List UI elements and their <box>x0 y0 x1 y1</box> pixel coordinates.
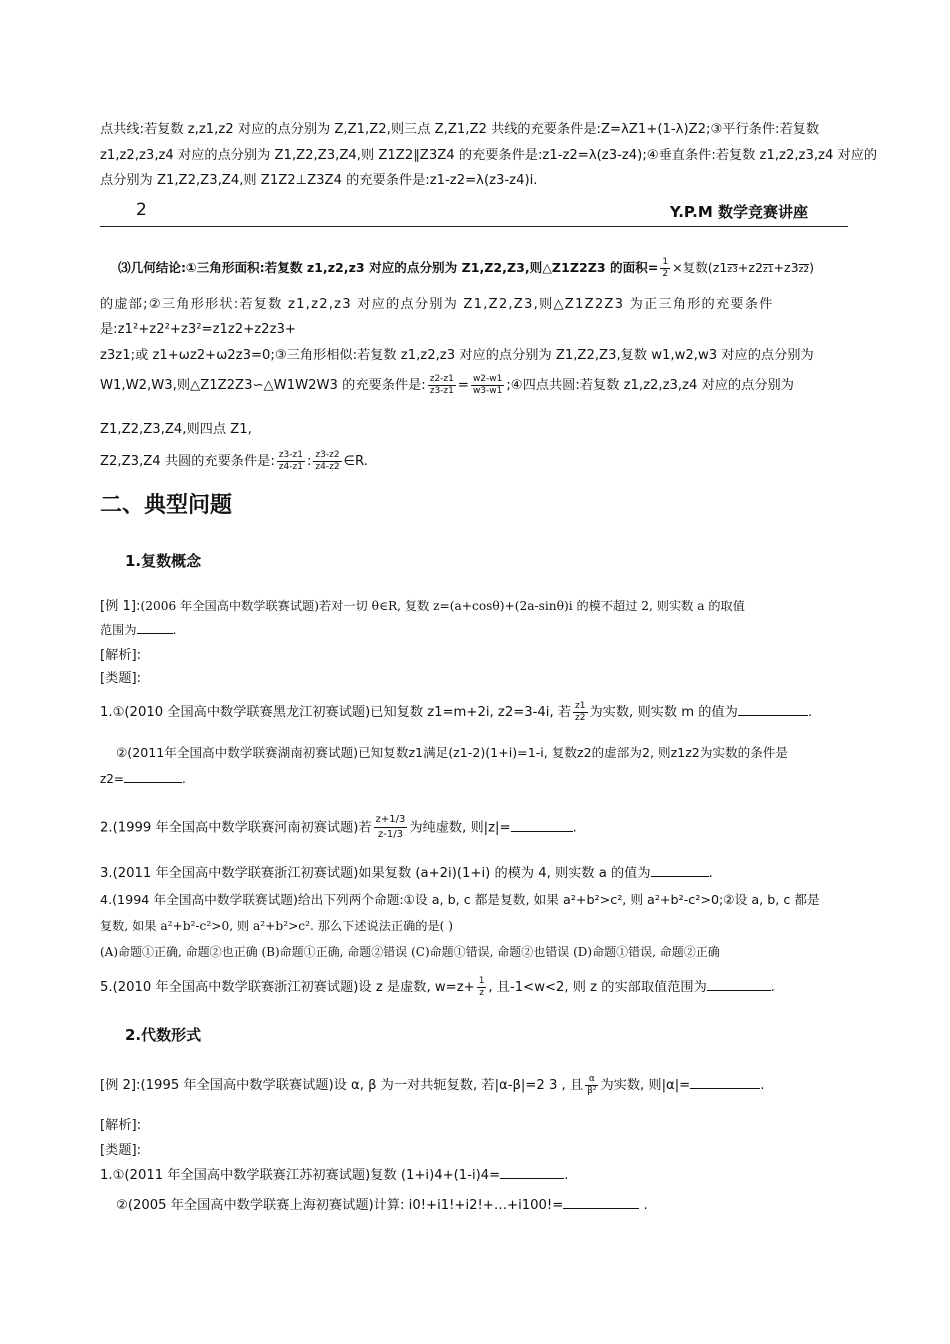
example-2: [例 2]:(1995 年全国高中数学联赛试题)设 α, β 为一对共轭复数, 若|α-β|=2 3 , 且 $\frac{\alpha}{\text{β²}}$ 为实数, 则|α|= . <box>100 1073 765 1096</box>
example-1: [例 1]:(2006 年全国高中数学联赛试题)若对一切 θ∈R, 复数 z=(a+cosθ)+(2a-sinθ)i 的模不超过 2, 则实数 a 的取值 <box>100 599 745 614</box>
answer-blank <box>707 978 771 991</box>
geometry-line-2: 的虚部;②三角形形状:若复数 z1,z2,z3 对应的点分别为 Z1,Z2,Z3,则△Z1Z2Z3 为正三角形的充要条件 <box>100 297 774 312</box>
geometry-line-4: z3z1;或 z1+ωz2+ω2z3=0;③三角形相似:若复数 z1,z2,z3 对应的点分别为 Z1,Z2,Z3,复数 w1,w2,w3 对应的点分别为 <box>100 348 814 363</box>
fraction-cyc-2: $\frac{z3-z2}{z4-z2}$ <box>315 449 340 472</box>
problem-5: 5.(2010 年全国高中数学联赛浙江初赛试题)设 z 是虚数, w=z+ $\frac{1}{z}$ , 且-1<w<2, 则 z 的实部取值范围为 . <box>100 975 775 998</box>
analysis-label: [解析]: <box>100 648 142 663</box>
page-number: 2 <box>136 200 147 220</box>
analysis-label: [解析]: <box>100 1118 142 1133</box>
problem-1-2-answer: z2= . <box>100 772 186 786</box>
problem-1-2: ②(2011年全国高中数学联赛湖南初赛试题)已知复数z1满足(z1-2)(1+i)=1-i, 复数z2的虚部为2, 则z1z2为实数的条件是 <box>116 745 788 760</box>
geometry-line-3: 是:z1²+z2²+z3²=z1z2+z2z3+ <box>100 322 296 337</box>
fraction-cyc-1: $\frac{z3-z1}{z4-z1}$ <box>278 449 303 472</box>
question-1-1: 1.①(2011 年全国高中数学联赛江苏初赛试题)复数 (1+i)4+(1-i)4= . <box>100 1168 569 1183</box>
answer-blank <box>511 819 573 832</box>
fraction-ex2: $\frac{\alpha}{\text{β²}}$ <box>587 1073 597 1096</box>
question-1-2: ②(2005 年全国高中数学联赛上海初赛试题)计算: i0!+i1!+i2!+…+i100!= . <box>116 1198 648 1213</box>
problem-4-options: (A)命题①正确, 命题②也正确 (B)命题①正确, 命题②错误 (C)命题①错误, 命题②也错误 (D)命题①错误, 命题②正确 <box>100 945 720 959</box>
fraction-half: $\frac{1}{2}$ <box>662 257 669 279</box>
answer-blank <box>651 864 709 877</box>
answer-blank <box>563 1196 639 1209</box>
geometry-line-5: W1,W2,W3,则△Z1Z2Z3∽△W1W2W3 的充要条件是: $\frac{z2-z1}{z3-z1}$ = $\frac{w2-w1}{w3-w1}$ ;④四点共圆:若复数 z1,z2,z3,z4 对应的点分别为 <box>100 373 794 396</box>
problem-4: 4.(1994 年全国高中数学联赛试题)给出下列两个命题:①设 a, b, c 都是复数, 如果 a²+b²>c², 则 a²+b²-c²>0;②设 a, b, c 都是 <box>100 892 820 907</box>
answer-blank <box>690 1076 760 1089</box>
answer-blank <box>137 621 173 634</box>
geometry-line-6: Z1,Z2,Z3,Z4,则四点 Z1, <box>100 422 252 437</box>
fraction-p2: $\frac{z+1/3}{z-1/3}$ <box>375 814 406 840</box>
text-line: 点共线:若复数 z,z1,z2 对应的点分别为 Z,Z1,Z2,则三点 Z,Z1,Z2 共线的充要条件是:Z=λZ1+(1-λ)Z2;③平行条件:若复数 <box>100 122 820 137</box>
page-header <box>100 198 848 227</box>
fraction-p5: $\frac{1}{z}$ <box>478 975 485 998</box>
geometry-line-1: ⑶几何结论:①三角形面积:若复数 z1,z2,z3 对应的点分别为 Z1,Z2,Z3,则△Z1Z2Z3 的面积= $\frac{1}{2}$ ×复数(z1z3+z2z1+z3z2) <box>118 257 814 279</box>
similar-label: [类题]: <box>100 671 142 686</box>
fraction-sim-w: $\frac{w2-w1}{w3-w1}$ <box>472 373 503 396</box>
text-line: z1,z2,z3,z4 对应的点分别为 Z1,Z2,Z3,Z4,则 Z1Z2∥Z3Z4 的充要条件是:z1-z2=λ(z3-z4);④垂直条件:若复数 z1,z2,z3,z4 对应的 <box>100 148 878 163</box>
fraction-z1-z2: $\frac{z1}{z2}$ <box>575 700 586 723</box>
problem-4-cont: 复数, 如果 a²+b²-c²>0, 则 a²+b²>c². 那么下述说法正确的是( ) <box>100 919 454 933</box>
answer-blank <box>738 703 808 716</box>
fraction-sim-z: $\frac{z2-z1}{z3-z1}$ <box>429 373 454 396</box>
geometry-line-7: Z2,Z3,Z4 共圆的充要条件是: $\frac{z3-z1}{z4-z1}$ : $\frac{z3-z2}{z4-z2}$ ∈R. <box>100 449 368 472</box>
section-title: 二、典型问题 <box>100 493 233 518</box>
problem-1-1: 1.①(2010 全国高中数学联赛黑龙江初赛试题)已知复数 z1=m+2i, z2=3-4i, 若 $\frac{z1}{z2}$ 为实数, 则实数 m 的值为 . <box>100 700 813 723</box>
subsection-title: 1.复数概念 <box>125 552 202 570</box>
problem-3: 3.(2011 年全国高中数学联赛浙江初赛试题)如果复数 (a+2i)(1+i) 的模为 4, 则实数 a 的值为 . <box>100 866 713 881</box>
answer-blank <box>124 770 182 783</box>
problem-2: 2.(1999 年全国高中数学联赛河南初赛试题)若 $\frac{z+1/3}{z-1/3}$ 为纯虚数, 则|z|= . <box>100 814 577 840</box>
lecture-title: Y.P.M 数学竞赛讲座 <box>669 203 808 221</box>
answer-blank <box>500 1166 564 1179</box>
text-line: 点分别为 Z1,Z2,Z3,Z4,则 Z1Z2⊥Z3Z4 的充要条件是:z1-z2=λ(z3-z4)i. <box>100 173 538 188</box>
example-1-answer: 范围为 . <box>100 623 177 637</box>
similar-label: [类题]: <box>100 1143 142 1158</box>
subsection-title: 2.代数形式 <box>125 1026 202 1044</box>
